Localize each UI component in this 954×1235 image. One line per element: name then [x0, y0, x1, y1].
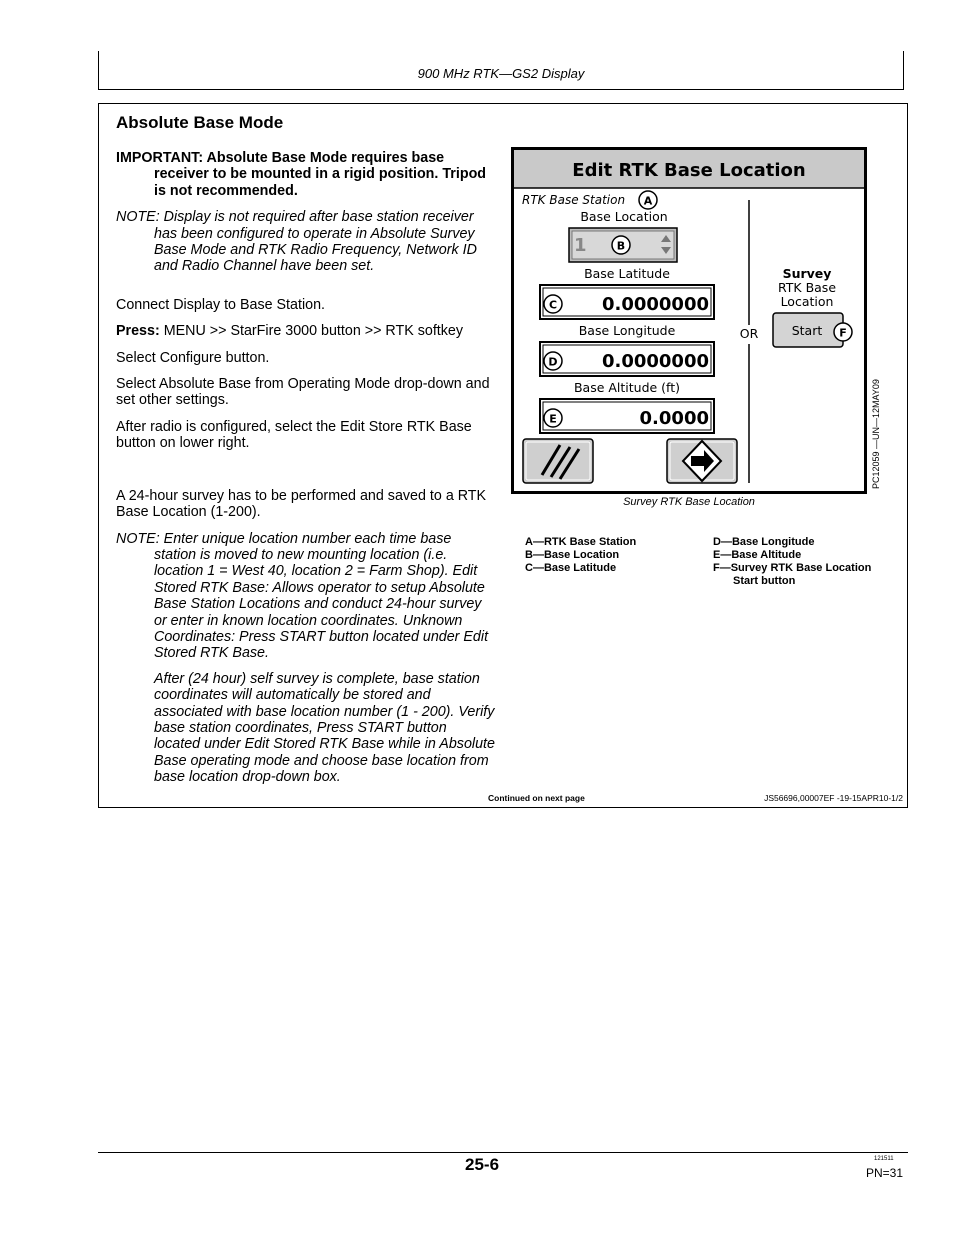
cancel-icon-button[interactable] [523, 439, 593, 483]
svg-text:C: C [548, 298, 558, 312]
footer-divider [98, 1152, 908, 1153]
step-press [116, 323, 496, 339]
survey-text: A 24-hour survey has to be performed and saved to a RTK Base Location (1-200). [116, 487, 487, 521]
base-latitude-label: Base Latitude [584, 266, 670, 281]
rtk-base-station-label: RTK Base Station [522, 193, 626, 207]
legend-item: C—Base Latitude [525, 562, 617, 574]
header-title: 900 MHz RTK—GS2 Display [417, 66, 585, 81]
legend-item: F—Survey RTK Base Location [713, 562, 872, 574]
step-absolute-base: Select Absolute Base from Operating Mode drop-down and set other settings. [116, 376, 490, 409]
legend-left [525, 536, 636, 575]
important-notice: IMPORTANT: Absolute Base Mode requires base receiver to be mounted in a rigid position. Tripod is not recommended. [116, 150, 487, 199]
base-location-label: Base Location [580, 209, 668, 224]
next-icon-button[interactable] [667, 439, 737, 483]
footer-code: 121511 [874, 1156, 894, 1162]
section-title: Absolute Base Mode [116, 113, 284, 132]
base-latitude-value: 0.0000000 [601, 294, 709, 315]
note-self-survey: After (24 hour) self survey is complete, base station coordinates will automatically be stored and associated with base location number (1 - 200). Verify base station coordinates, Press START button located under Edit Stored RTK Base while in Absolute Base operating mode and choose base location from base location drop-down box. [154, 670, 495, 786]
base-location-value: 1 [574, 235, 587, 256]
screen-title: Edit RTK Base Location [572, 160, 806, 181]
instructions-column [116, 150, 496, 796]
note-location: NOTE: Enter unique location number each time base station is moved to new mounting location (i.e. location 1 = West 40, location 2 = Farm Shop). Edit Stored RTK Base: Allows operator to setup Absolute Base Station Locations and conduct 24-hour survey or enter in known location coordinates. Unknown Coordinates: Press START button located under Edit Stored RTK Base. [116, 530, 489, 662]
or-label: OR [739, 326, 759, 341]
svg-text:F: F [839, 326, 847, 340]
legend-item: D—Base Longitude [713, 536, 815, 548]
base-altitude-value: 0.0000 [639, 408, 709, 429]
step-connect: Connect Display to Base Station. [116, 296, 326, 313]
base-longitude-label: Base Longitude [578, 323, 676, 338]
figure-caption: Survey RTK Base Location [623, 496, 755, 508]
svg-text:D: D [548, 355, 558, 369]
base-altitude-label: Base Altitude (ft) [573, 380, 681, 395]
press-path: MENU >> StarFire 3000 button >> RTK softkey [163, 323, 464, 340]
svg-text:E: E [549, 412, 557, 426]
svg-text:A: A [643, 194, 653, 208]
start-button-label: Start [791, 323, 823, 338]
survey-label-line2: RTK Base [777, 280, 837, 295]
display-screen [511, 147, 867, 494]
step-edit-store: After radio is configured, select the Edit Store RTK Base button on lower right. [116, 418, 472, 452]
document-id: JS56696,00007EF -19-15APR10-1/2 [764, 793, 903, 803]
legend-item-continued: Start button [733, 575, 796, 587]
note-display: NOTE: Display is not required after base station receiver has been configured to operate in Absolute Survey Base Mode and RTK Radio Frequency, Network ID and Radio Channel have been set. [116, 209, 477, 275]
legend-item: B—Base Location [525, 549, 620, 561]
display-screenshot [511, 147, 867, 494]
survey-label-line1: Survey [782, 266, 832, 281]
svg-text:B: B [616, 239, 626, 253]
survey-label-line3: Location [780, 294, 834, 309]
figure-id: PC12059 —UN—12MAY09 [871, 379, 881, 489]
press-label: Press: [116, 323, 160, 340]
page-number: 25-6 [465, 1155, 500, 1174]
pn-number: PN=31 [866, 1166, 904, 1180]
legend-item: A—RTK Base Station [525, 536, 637, 548]
header-box [98, 51, 904, 90]
legend-item: E—Base Altitude [713, 549, 802, 561]
content-box [98, 103, 908, 808]
legend-right [713, 536, 871, 588]
continued-note: Continued on next page [488, 793, 585, 803]
step-configure: Select Configure button. [116, 349, 270, 366]
base-longitude-value: 0.0000000 [601, 351, 709, 372]
